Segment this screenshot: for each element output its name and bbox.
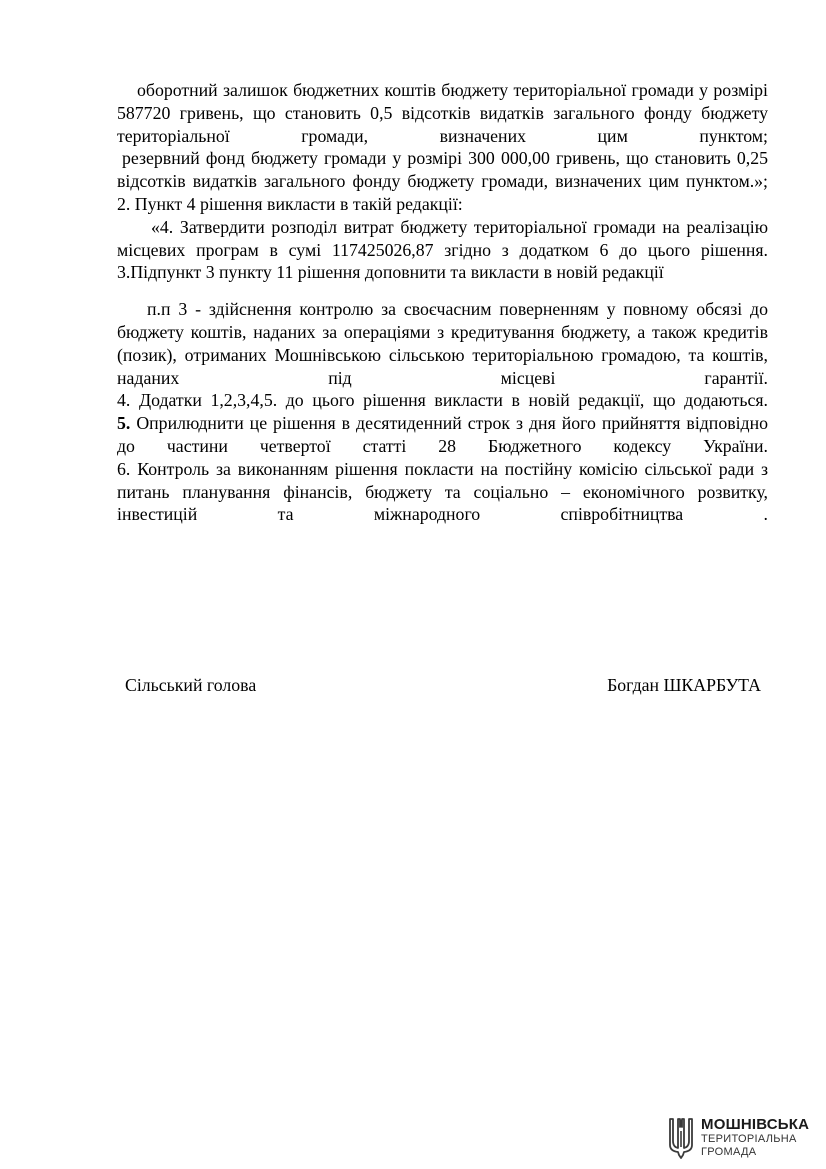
paragraph-item-4 xyxy=(117,389,768,412)
paragraph-text: 2. Пункт 4 рішення викласти в такій редакції: xyxy=(117,193,463,214)
signature-position: Сільський голова xyxy=(125,675,257,695)
signature-name: Богдан ШКАРБУТА xyxy=(607,675,761,695)
paragraph-subitem-3 xyxy=(117,298,768,389)
paragraph-text: п.п 3 - здійснення контролю за своєчасним поверненням у повному обсязі до бюджету коштів, наданих за операціями з кредитування бюджету, а також кредитів (позик), отриманих Мошнівською сільською територіальною громадою, та коштів, наданих під місцеві гарантії. xyxy=(117,299,768,388)
watermark-line-2: ТЕРИТОРІАЛЬНА xyxy=(701,1133,797,1145)
paragraph-text: оборотний залишок бюджетних коштів бюджету територіальної громади у розмірі 587720 гривень, що становить 0,5 відсотків видатків загального фонду бюджету територіальної громади, визначених цим пунктом; xyxy=(117,80,768,146)
paragraph-text: «4. Затвердити розподіл витрат бюджету територіальної громади на реалізацію місцевих програм в сумі 117425026,87 згідно з додатком 6 до цього рішення. xyxy=(117,216,768,260)
watermark-line-1: МОШНІВСЬКА xyxy=(701,1116,810,1133)
paragraph-text: Оприлюднити це рішення в десятиденний строк з дня його прийняття відповідно до частини четвертої статті 28 Бюджетного кодексу України. xyxy=(117,413,768,456)
paragraph-text: 4. Додатки 1,2,3,4,5. до цього рішення викласти в новій редакції, що додаються. xyxy=(117,390,768,411)
paragraph-item-5 xyxy=(117,412,768,458)
paragraph-item-2 xyxy=(117,193,768,216)
trident-icon xyxy=(667,1117,695,1159)
paragraph-item-4-text xyxy=(117,216,768,262)
paragraph-item-3 xyxy=(117,261,768,284)
item-5-number: 5. xyxy=(117,413,131,434)
paragraph-text: 6. Контроль за виконанням рішення покласти на постійну комісію сільської ради з питань планування фінансів, бюджету та соціально – економічного розвитку, інвестицій та міжнародного співробітництва . xyxy=(117,458,768,525)
paragraph-text: резервний фонд бюджету громади у розмірі 300 000,00 гривень, що становить 0,25 відсотків видатків загального фонду бюджету громади, визначених цим пунктом.»; xyxy=(117,148,768,192)
paragraph-text: 3.Підпункт 3 пункту 11 рішення доповнити та викласти в новій редакції xyxy=(117,262,664,283)
paragraph-reserve-fund xyxy=(117,147,768,193)
document-body xyxy=(117,79,768,526)
paragraph-item-6 xyxy=(117,458,768,526)
paragraph-working-balance xyxy=(117,79,768,147)
watermark-line-3: ГРОМАДА xyxy=(701,1146,757,1158)
paragraph-spacer xyxy=(117,284,768,298)
community-watermark-logo xyxy=(667,1115,817,1161)
